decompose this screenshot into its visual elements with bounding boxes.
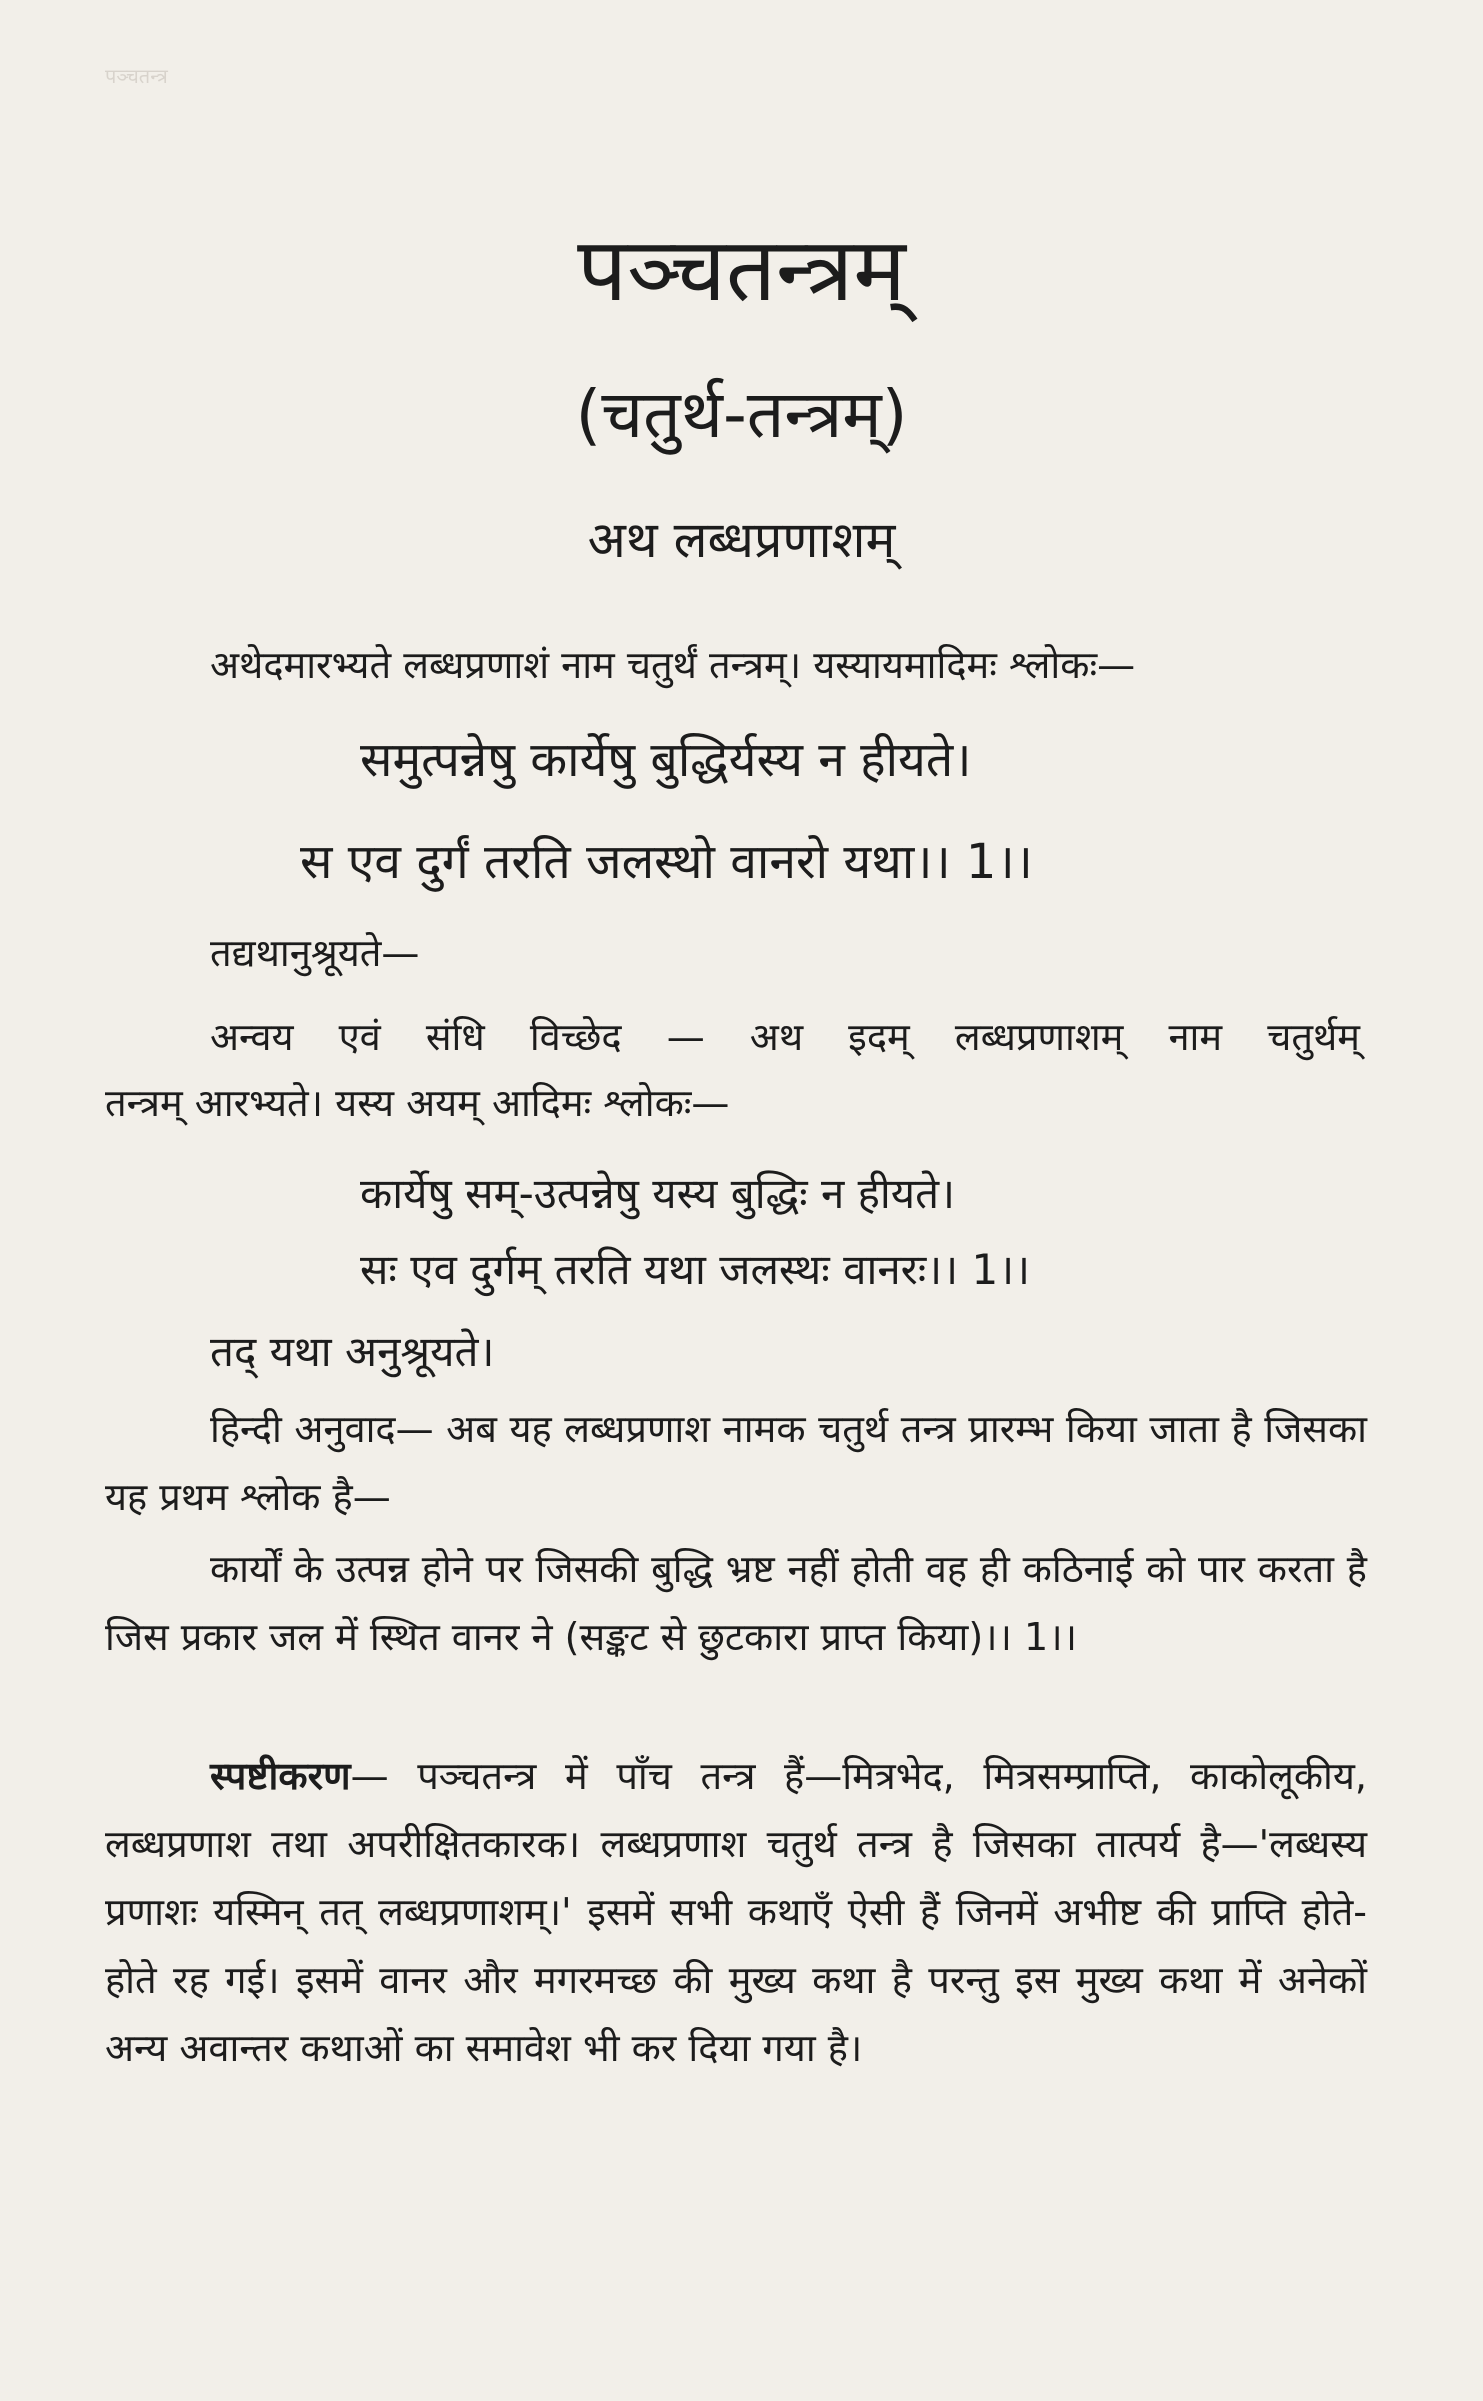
running-header: पञ्चतन्त्र bbox=[105, 64, 168, 88]
intro-line: अथेदमारभ्यते लब्धप्रणाशं नाम चतुर्थं तन्त्रम्। यस्यायमादिमः श्लोकः— bbox=[210, 643, 1136, 687]
explanation-text: — पञ्चतन्त्र में पाँच तन्त्र हैं—मित्रभेद, मित्रसम्प्राप्ति, काकोलूकीय, लब्धप्रणाश तथा अपरीक्षितकारक। लब्धप्रणाश चतुर्थ तन्त्र है जिसका तात्पर्य है—'लब्धस्य प्रणाशः यस्मिन् तत् लब्धप्रणाशम्।' इसमें सभी कथाएँ ऐसी हैं जिनमें अभीष्ट की प्राप्ति होते-होते रह गई। इसमें वानर और मगरमच्छ की मुख्य कथा है परन्तु इस मुख्य कथा में अनेकों अन्य अवान्तर कथाओं का समावेश भी कर दिया गया है। bbox=[105, 1754, 1367, 2070]
hindi-translation-verse: कार्यों के उत्पन्न होने पर जिसकी बुद्धि भ्रष्ट नहीं होती वह ही कठिनाई को पार करता है जिस प्रकार जल में स्थित वानर ने (सङ्कट से छुटकारा प्राप्त किया)।। 1।। bbox=[105, 1547, 1367, 1659]
anvaya-label: अन्वय एवं संधि विच्छेद bbox=[210, 1015, 622, 1059]
section-title: अथ लब्धप्रणाशम् bbox=[587, 511, 896, 569]
hindi-translation-intro bbox=[105, 1395, 1367, 1531]
explanation-label: स्पष्टीकरण bbox=[210, 1754, 351, 1798]
verse-line-2: स एव दुर्गं तरति जलस्थो वानरो यथा।। 1।। bbox=[300, 834, 1033, 890]
page-subtitle: (चतुर्थ-तन्त्रम्) bbox=[575, 376, 908, 453]
tadyatha-line: तद्यथानुश्रूयते— bbox=[210, 931, 420, 975]
verse-line-1: समुत्पन्नेषु कार्येषु बुद्धिर्यस्य न हीयते। bbox=[360, 732, 972, 788]
anvaya-closing: तद् यथा अनुश्रूयते। bbox=[210, 1327, 495, 1376]
explanation-paragraph bbox=[105, 1742, 1367, 2082]
anvaya-line-1 bbox=[210, 1012, 1360, 1062]
anvaya-line-2: तन्त्रम् आरभ्यते। यस्य अयम् आदिमः श्लोकः— bbox=[105, 1081, 730, 1125]
page-title: पञ्चतन्त्रम् bbox=[577, 218, 906, 321]
anvaya-verse-line-2: सः एव दुर्गम् तरति यथा जलस्थः वानरः।। 1।। bbox=[360, 1245, 1031, 1294]
hindi-text-1: — अब यह लब्धप्रणाश नामक चतुर्थ तन्त्र प्रारम्भ किया जाता है जिसका यह प्रथम श्लोक है— bbox=[105, 1407, 1367, 1519]
anvaya-verse-line-1: कार्येषु सम्-उत्पन्नेषु यस्य बुद्धिः न हीयते। bbox=[360, 1169, 956, 1218]
anvaya-text-1: — अथ इदम् लब्धप्रणाशम् नाम चतुर्थम् bbox=[621, 1015, 1360, 1059]
hindi-label: हिन्दी अनुवाद bbox=[210, 1407, 396, 1451]
